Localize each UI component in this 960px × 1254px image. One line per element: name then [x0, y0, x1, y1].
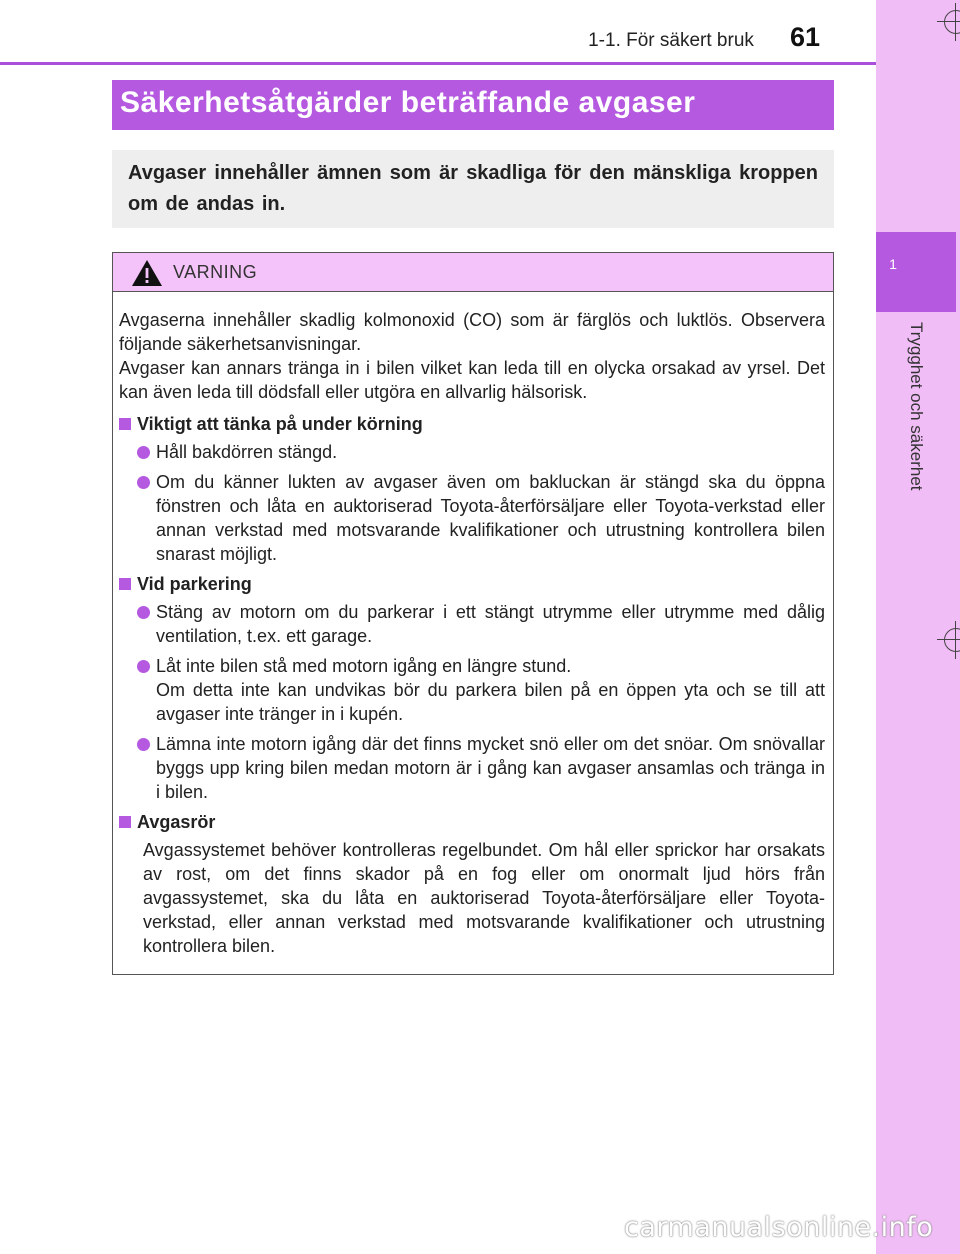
section-text: Avgassystemet behöver kontrolleras regelbundet. Om hål eller sprickor har orsakats av rost, om det finns skador på en fog eller om onormalt ljud hörs från avgassystemet, ska du låta en auktoriserad Toyota-återförsäljare eller Toyota-verkstad, eller annan verkstad med motsvarande kvalifikationer och utrustning kontrollera bilen.	[143, 840, 825, 956]
square-bullet-icon	[119, 578, 131, 590]
list-item	[137, 654, 825, 726]
section-heading	[119, 810, 825, 834]
warning-box	[112, 252, 834, 975]
page-number: 61	[790, 22, 821, 52]
list-item	[137, 440, 825, 464]
chapter-number: 1	[889, 256, 897, 272]
section-heading-text: Avgasrör	[137, 812, 216, 832]
list-item-text: Håll bakdörren stängd.	[156, 442, 338, 462]
intro-line-2: Avgaser kan annars tränga in i bilen vilket kan leda till en olycka orsakad av yrsel. Det kan även leda till dödsfall eller utgöra en allvarlig hälsorisk.	[119, 358, 825, 402]
section-heading	[119, 572, 825, 596]
warning-header	[113, 253, 833, 292]
list-item-continuation: Om detta inte kan undvikas bör du parkera bilen på en öppen yta och se till att avgaser inte tränger in i kupén.	[156, 680, 825, 724]
list-item-text	[156, 654, 825, 726]
round-bullet-icon	[137, 446, 150, 459]
warning-intro	[119, 308, 825, 356]
square-bullet-icon	[119, 816, 131, 828]
summary-box: Avgaser innehåller ämnen som är skadliga för den mänskliga kroppen om de andas in.	[112, 150, 834, 228]
warning-label: VARNING	[173, 262, 258, 282]
list-item-text: Lämna inte motorn igång där det finns mycket snö eller om det snöar. Om snövallar byggs upp kring bilen medan motorn är i gång kan avgaser ansamlas och tränga in i bilen.	[156, 734, 825, 802]
round-bullet-icon	[137, 476, 150, 489]
list-item	[137, 732, 825, 804]
round-bullet-icon	[137, 606, 150, 619]
section-heading-text: Vid parkering	[137, 574, 252, 594]
list-item	[137, 600, 825, 648]
list-item-text: Om du känner lukten av avgaser även om bakluckan är stängd ska du öppna fönstren och låta en auktoriserad Toyota-återförsäljare eller Toyota-verkstad eller annan verkstad med motsvarande kvalifikationer och utrustning kontrollera bilen snarast möjligt.	[156, 472, 825, 564]
round-bullet-icon	[137, 738, 150, 751]
list-item	[137, 470, 825, 566]
intro-line-1: Avgaserna innehåller skadlig kolmonoxid (CO) som är färglös och luktlös. Observera följande säkerhetsanvisningar.	[119, 310, 825, 354]
header-rule	[0, 62, 876, 65]
list-item-line: Låt inte bilen stå med motorn igång en längre stund.	[156, 656, 572, 676]
watermark: carmanualsonline.info	[624, 1212, 934, 1243]
page-title: Säkerhetsåtgärder beträffande avgaser	[112, 80, 834, 130]
warning-body	[113, 292, 833, 958]
chapter-tab-strip	[876, 0, 960, 1254]
section-heading-text: Viktigt att tänka på under körning	[137, 414, 423, 434]
round-bullet-icon	[137, 660, 150, 673]
square-bullet-icon	[119, 418, 131, 430]
section-heading	[119, 412, 825, 436]
warning-triangle-icon	[131, 259, 163, 287]
list-item-text: Stäng av motorn om du parkerar i ett stängt utrymme eller utrymme med dålig ventilation, t.ex. ett garage.	[156, 602, 825, 646]
section-label: 1-1. För säkert bruk	[588, 30, 754, 51]
chapter-tab-active	[876, 232, 956, 312]
chapter-title: Trygghet och säkerhet	[907, 322, 926, 491]
warning-intro	[119, 356, 825, 404]
